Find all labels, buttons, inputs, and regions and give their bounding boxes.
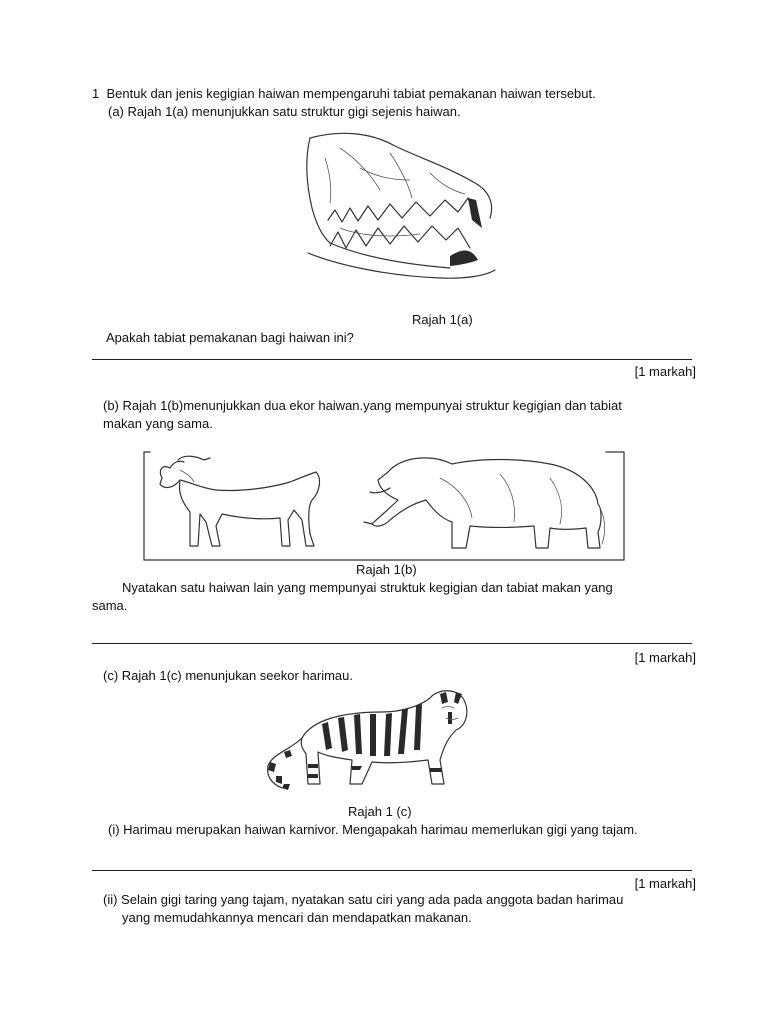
- answer-line-a[interactable]: [92, 359, 692, 360]
- part-c-caption: Rajah 1 (c): [348, 804, 412, 819]
- part-b-question-line1: Nyatakan satu haiwan lain yang mempunyai struktuk kegigian dan tabiat makan yang: [122, 580, 613, 595]
- answer-line-b[interactable]: [92, 643, 692, 644]
- part-a-statement: (a) Rajah 1(a) menunjukkan satu struktur gigi sejenis haiwan.: [108, 104, 461, 119]
- tiger-image: [262, 684, 472, 796]
- part-c-sub-ii-line1: (ii) Selain gigi taring yang tajam, nyatakan satu ciri yang ada pada anggota badan harimau: [103, 892, 624, 907]
- question-intro: [92, 86, 596, 102]
- part-c-sub-ii-line2: yang memudahkannya mencari dan mendapatkan makanan.: [122, 910, 472, 925]
- part-b-question-line2: sama.: [92, 598, 128, 613]
- answer-line-c-i[interactable]: [92, 870, 692, 871]
- question-intro-text: Bentuk dan jenis kegigian haiwan mempengaruhi tabiat pemakanan haiwan tersebut.: [106, 86, 596, 101]
- part-b-caption: Rajah 1(b): [356, 562, 417, 577]
- part-a-caption: Rajah 1(a): [412, 312, 473, 327]
- skull-teeth-image: [300, 128, 500, 288]
- part-b-marks: [1 markah]: [634, 650, 696, 665]
- goat-elephant-image: [140, 448, 630, 564]
- part-b-statement-line1: (b) Rajah 1(b)menunjukkan dua ekor haiwan.yang mempunyai struktur kegigian dan tabiat: [103, 398, 622, 413]
- part-a-question: Apakah tabiat pemakanan bagi haiwan ini?: [106, 330, 354, 345]
- part-b-statement-line2: makan yang sama.: [103, 416, 213, 431]
- part-c-marks-i: [1 markah]: [634, 876, 696, 891]
- question-number: 1: [92, 86, 100, 101]
- part-c-statement: (c) Rajah 1(c) menunjukan seekor harimau.: [103, 668, 353, 683]
- part-c-sub-i: (i) Harimau merupakan haiwan karnivor. Mengapakah harimau memerlukan gigi yang tajam.: [108, 822, 638, 837]
- part-a-marks: [1 markah]: [634, 364, 696, 379]
